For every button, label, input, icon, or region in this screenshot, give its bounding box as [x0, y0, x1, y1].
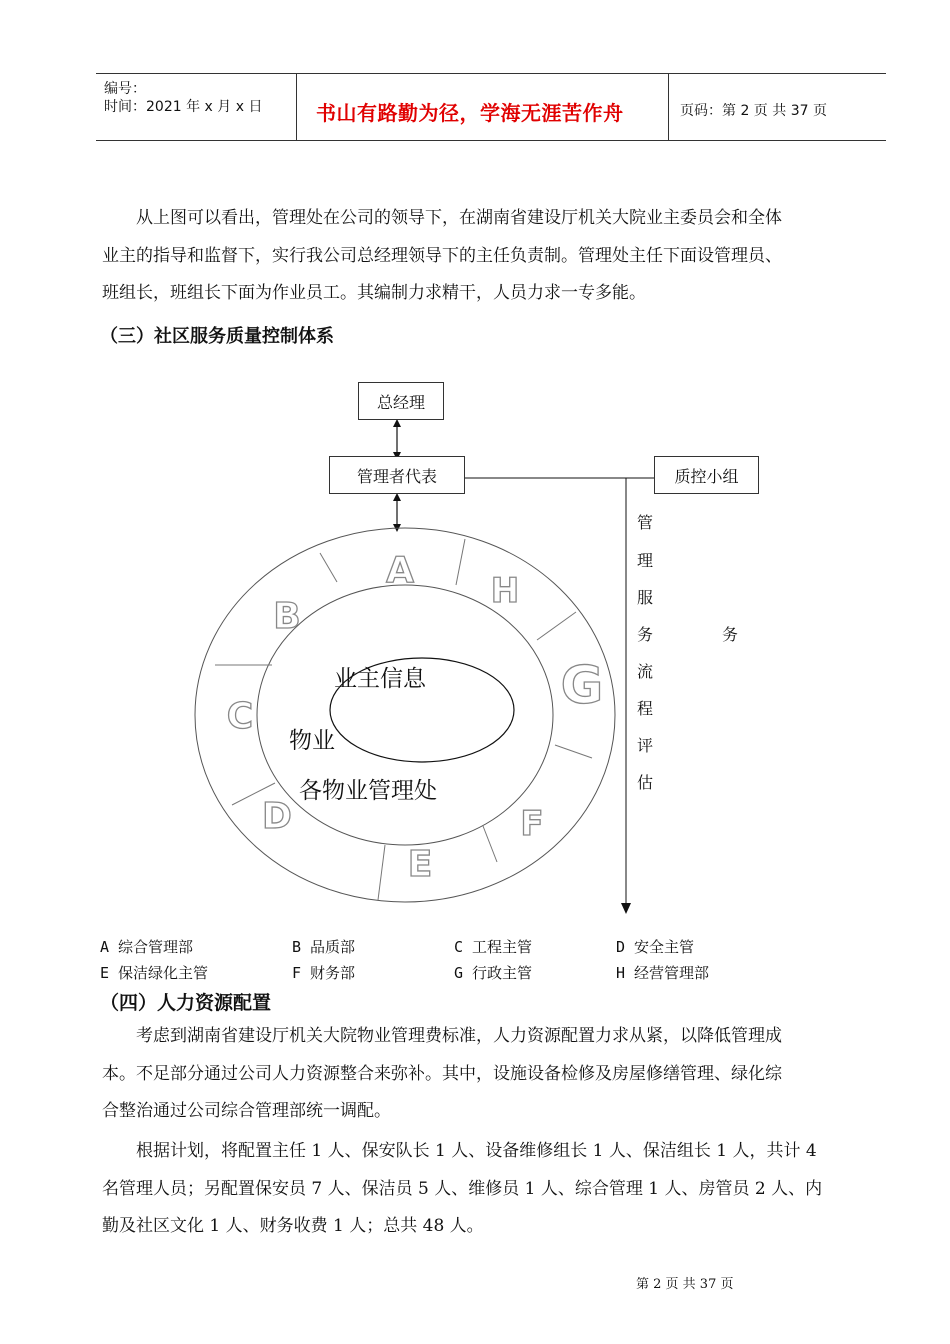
inner-ring: [257, 585, 553, 845]
ring-letter-a: A: [386, 550, 414, 591]
intro-line-1: 从上图可以看出，管理处在公司的领导下，在湖南省建设厅机关大院业主委员会和全体: [136, 208, 782, 228]
header-page-label: 页码：第 2 页 共 37 页: [680, 103, 827, 119]
hr-p2-line-3: 勤及社区文化 1 人、财务收费 1 人；总共 48 人。: [102, 1216, 484, 1236]
section3-heading: （三）社区服务质量控制体系: [100, 326, 334, 347]
page-footer: 第 2 页 共 37 页: [636, 1277, 734, 1292]
ring-letter-g: G: [560, 656, 604, 716]
hr-paragraph-1: [102, 1018, 882, 1131]
flow-side-char: 务: [722, 625, 739, 644]
arrow-gm-to-rep: [393, 419, 401, 460]
ring-text-owner-info: 业主信息: [334, 666, 426, 692]
ring-letter-e: E: [407, 844, 433, 885]
hr-p2-line-1: 根据计划，将配置主任 1 人、保安队长 1 人、设备维修组长 1 人、保洁组长 1 人，共计 4: [136, 1141, 817, 1161]
qc-group-box: [654, 456, 759, 494]
hr-paragraph-2: [102, 1133, 882, 1246]
legend-a: A 综合管理部: [100, 938, 194, 956]
qc-group-label: 质控小组: [674, 466, 739, 486]
hr-p1-line-2: 本。不足部分通过公司人力资源整合来弥补。其中，设施设备检修及房屋修缮管理、绿化综: [102, 1063, 782, 1084]
intro-line-2: 业主的指导和监督下，实行我公司总经理领导下的主任负责制。管理处主任下面设管理员、: [102, 245, 782, 266]
qc-flow-arrowhead: [621, 903, 631, 914]
flow-char-3: 服: [637, 588, 654, 607]
header-number-label: 编号：: [104, 81, 146, 97]
flow-char-6: 程: [637, 699, 654, 718]
management-rep-label: 管理者代表: [356, 466, 437, 486]
ring-text-management-office: 各物业管理处: [299, 778, 437, 804]
legend-e: E 保洁绿化主管: [100, 964, 209, 982]
ring-letter-h: H: [490, 571, 520, 611]
legend-b: B 品质部: [292, 938, 356, 956]
hr-p1-line-3: 合整治通过公司综合管理部统一调配。: [102, 1101, 391, 1121]
ring-text-property: 物业: [289, 728, 335, 754]
ring-letter-d: D: [262, 796, 292, 837]
hr-p2-line-2: 名管理人员；另配置保安员 7 人、保洁员 5 人、维修员 1 人、综合管理 1 人、房管员 2 人、内: [102, 1178, 823, 1199]
legend-f: F 财务部: [292, 964, 356, 982]
arrow-rep-to-ring: [393, 493, 401, 532]
intro-line-3: 班组长，班组长下面为作业员工。其编制力求精干，人员力求一专多能。: [102, 283, 646, 303]
hr-p1-line-1: 考虑到湖南省建设厅机关大院物业管理费标准，人力资源配置力求从紧，以降低管理成: [136, 1026, 782, 1046]
header-time-label: 时间：2021 年 x 月 x 日: [104, 99, 263, 115]
flow-char-1: 管: [637, 513, 654, 532]
flow-char-4: 务: [637, 625, 654, 644]
general-manager-box: [358, 382, 444, 420]
ring-dividers: [215, 539, 592, 900]
ring-letter-b: B: [273, 596, 301, 637]
ring-letter-f: F: [520, 804, 544, 844]
legend-d: D 安全主管: [616, 938, 695, 956]
flow-char-2: 理: [637, 551, 654, 570]
header-motto: 书山有路勤为径，学海无涯苦作舟: [316, 101, 624, 125]
general-manager-label: 总经理: [376, 392, 425, 412]
flow-char-5: 流: [637, 662, 654, 681]
ring-letter-c: C: [226, 696, 254, 737]
management-rep-box: [329, 456, 465, 494]
section4-heading: （四）人力资源配置: [100, 992, 272, 1014]
flow-char-8: 估: [637, 773, 654, 792]
flow-char-7: 评: [637, 736, 654, 755]
legend-c: C 工程主管: [454, 938, 533, 956]
legend-g: G 行政主管: [454, 964, 533, 982]
legend-h: H 经营管理部: [616, 964, 710, 982]
